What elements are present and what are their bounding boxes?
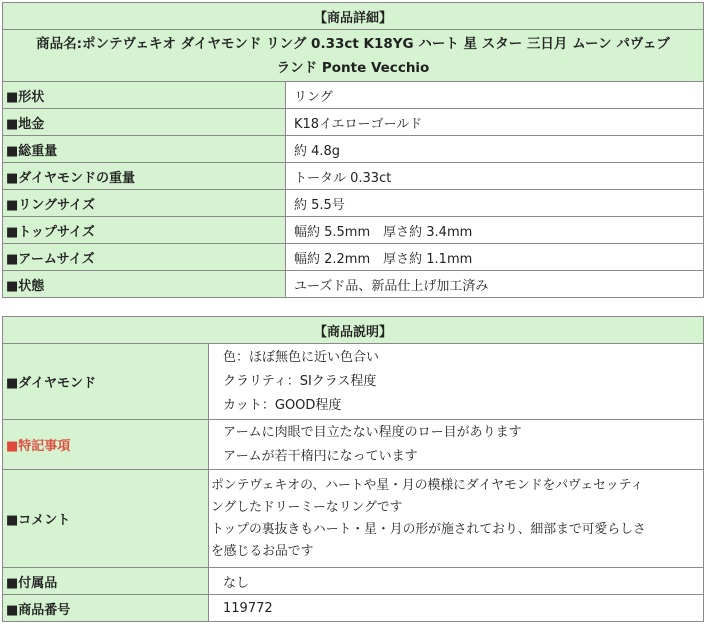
comment-line: を感じるお品です <box>211 543 314 559</box>
accessories-label: ■付属品 <box>3 568 209 595</box>
description-row-special-notes <box>3 420 704 470</box>
special-note: アームが若干楕円になっています <box>223 448 418 464</box>
detail-row-total-weight <box>3 136 704 163</box>
description-row-diamond <box>3 344 704 420</box>
detail-row-diamond-weight <box>3 163 704 190</box>
comment-label: ■コメント <box>3 470 209 568</box>
product-description-table <box>2 316 704 622</box>
description-row-comment <box>3 470 704 568</box>
detail-row-metal <box>3 109 704 136</box>
special-notes-label: ■特記事項 <box>3 420 209 470</box>
product-title-line-2: ランド Ponte Vecchio <box>276 59 430 76</box>
detail-row-top-size <box>3 217 704 244</box>
detail-label: ■地金 <box>3 109 286 136</box>
description-row-accessories <box>3 568 704 595</box>
diamond-label: ■ダイヤモンド <box>3 344 209 420</box>
product-number-value: 119772 <box>209 595 704 622</box>
detail-value: 幅約 5.5mm 厚さ約 3.4mm <box>286 217 704 244</box>
comment-line: トップの裏抜きもハート・星・月の形が施されており、細部まで可愛らしさ <box>211 521 646 537</box>
comment-line: ングしたドリーミーなリングです <box>211 499 403 515</box>
detail-label: ■状態 <box>3 271 286 298</box>
description-header: 【商品説明】 <box>3 317 704 344</box>
detail-label: ■総重量 <box>3 136 286 163</box>
product-title-line-1: 商品名:ポンテヴェキオ ダイヤモンド リング 0.33ct K18YG ハート 星 スター 三日月 ムーン パヴェブ <box>36 35 670 52</box>
comment-line: ポンテヴェキオの、ハートや星・月の模様にダイヤモンドをパヴェセッティ <box>211 477 644 493</box>
detail-row-ring-size <box>3 190 704 217</box>
diamond-color: 色：ほぼ無色に近い色合い <box>223 349 380 365</box>
product-number-label: ■商品番号 <box>3 595 209 622</box>
diamond-value <box>209 344 704 420</box>
detail-value: K18イエローゴールド <box>286 109 704 136</box>
special-notes-value <box>209 420 704 470</box>
detail-label: ■トップサイズ <box>3 217 286 244</box>
product-title <box>3 30 704 82</box>
detail-value: 幅約 2.2mm 厚さ約 1.1mm <box>286 244 704 271</box>
diamond-clarity: クラリティ：SIクラス程度 <box>223 373 377 389</box>
detail-row-shape <box>3 82 704 109</box>
special-note: アームに肉眼で目立たない程度のロー目があります <box>223 424 522 440</box>
detail-row-arm-size <box>3 244 704 271</box>
detail-label: ■アームサイズ <box>3 244 286 271</box>
accessories-value: なし <box>209 568 704 595</box>
details-header: 【商品詳細】 <box>3 3 704 30</box>
detail-value: 約 4.8g <box>286 136 704 163</box>
detail-value: ユーズド品、新品仕上げ加工済み <box>286 271 704 298</box>
detail-label: ■形状 <box>3 82 286 109</box>
detail-label: ■ダイヤモンドの重量 <box>3 163 286 190</box>
detail-value: トータル 0.33ct <box>286 163 704 190</box>
description-row-product-number <box>3 595 704 622</box>
detail-value: リング <box>286 82 704 109</box>
comment-value <box>209 470 704 568</box>
detail-row-condition <box>3 271 704 298</box>
detail-value: 約 5.5号 <box>286 190 704 217</box>
product-details-table <box>2 2 704 298</box>
detail-label: ■リングサイズ <box>3 190 286 217</box>
diamond-cut: カット：GOOD程度 <box>223 397 342 413</box>
